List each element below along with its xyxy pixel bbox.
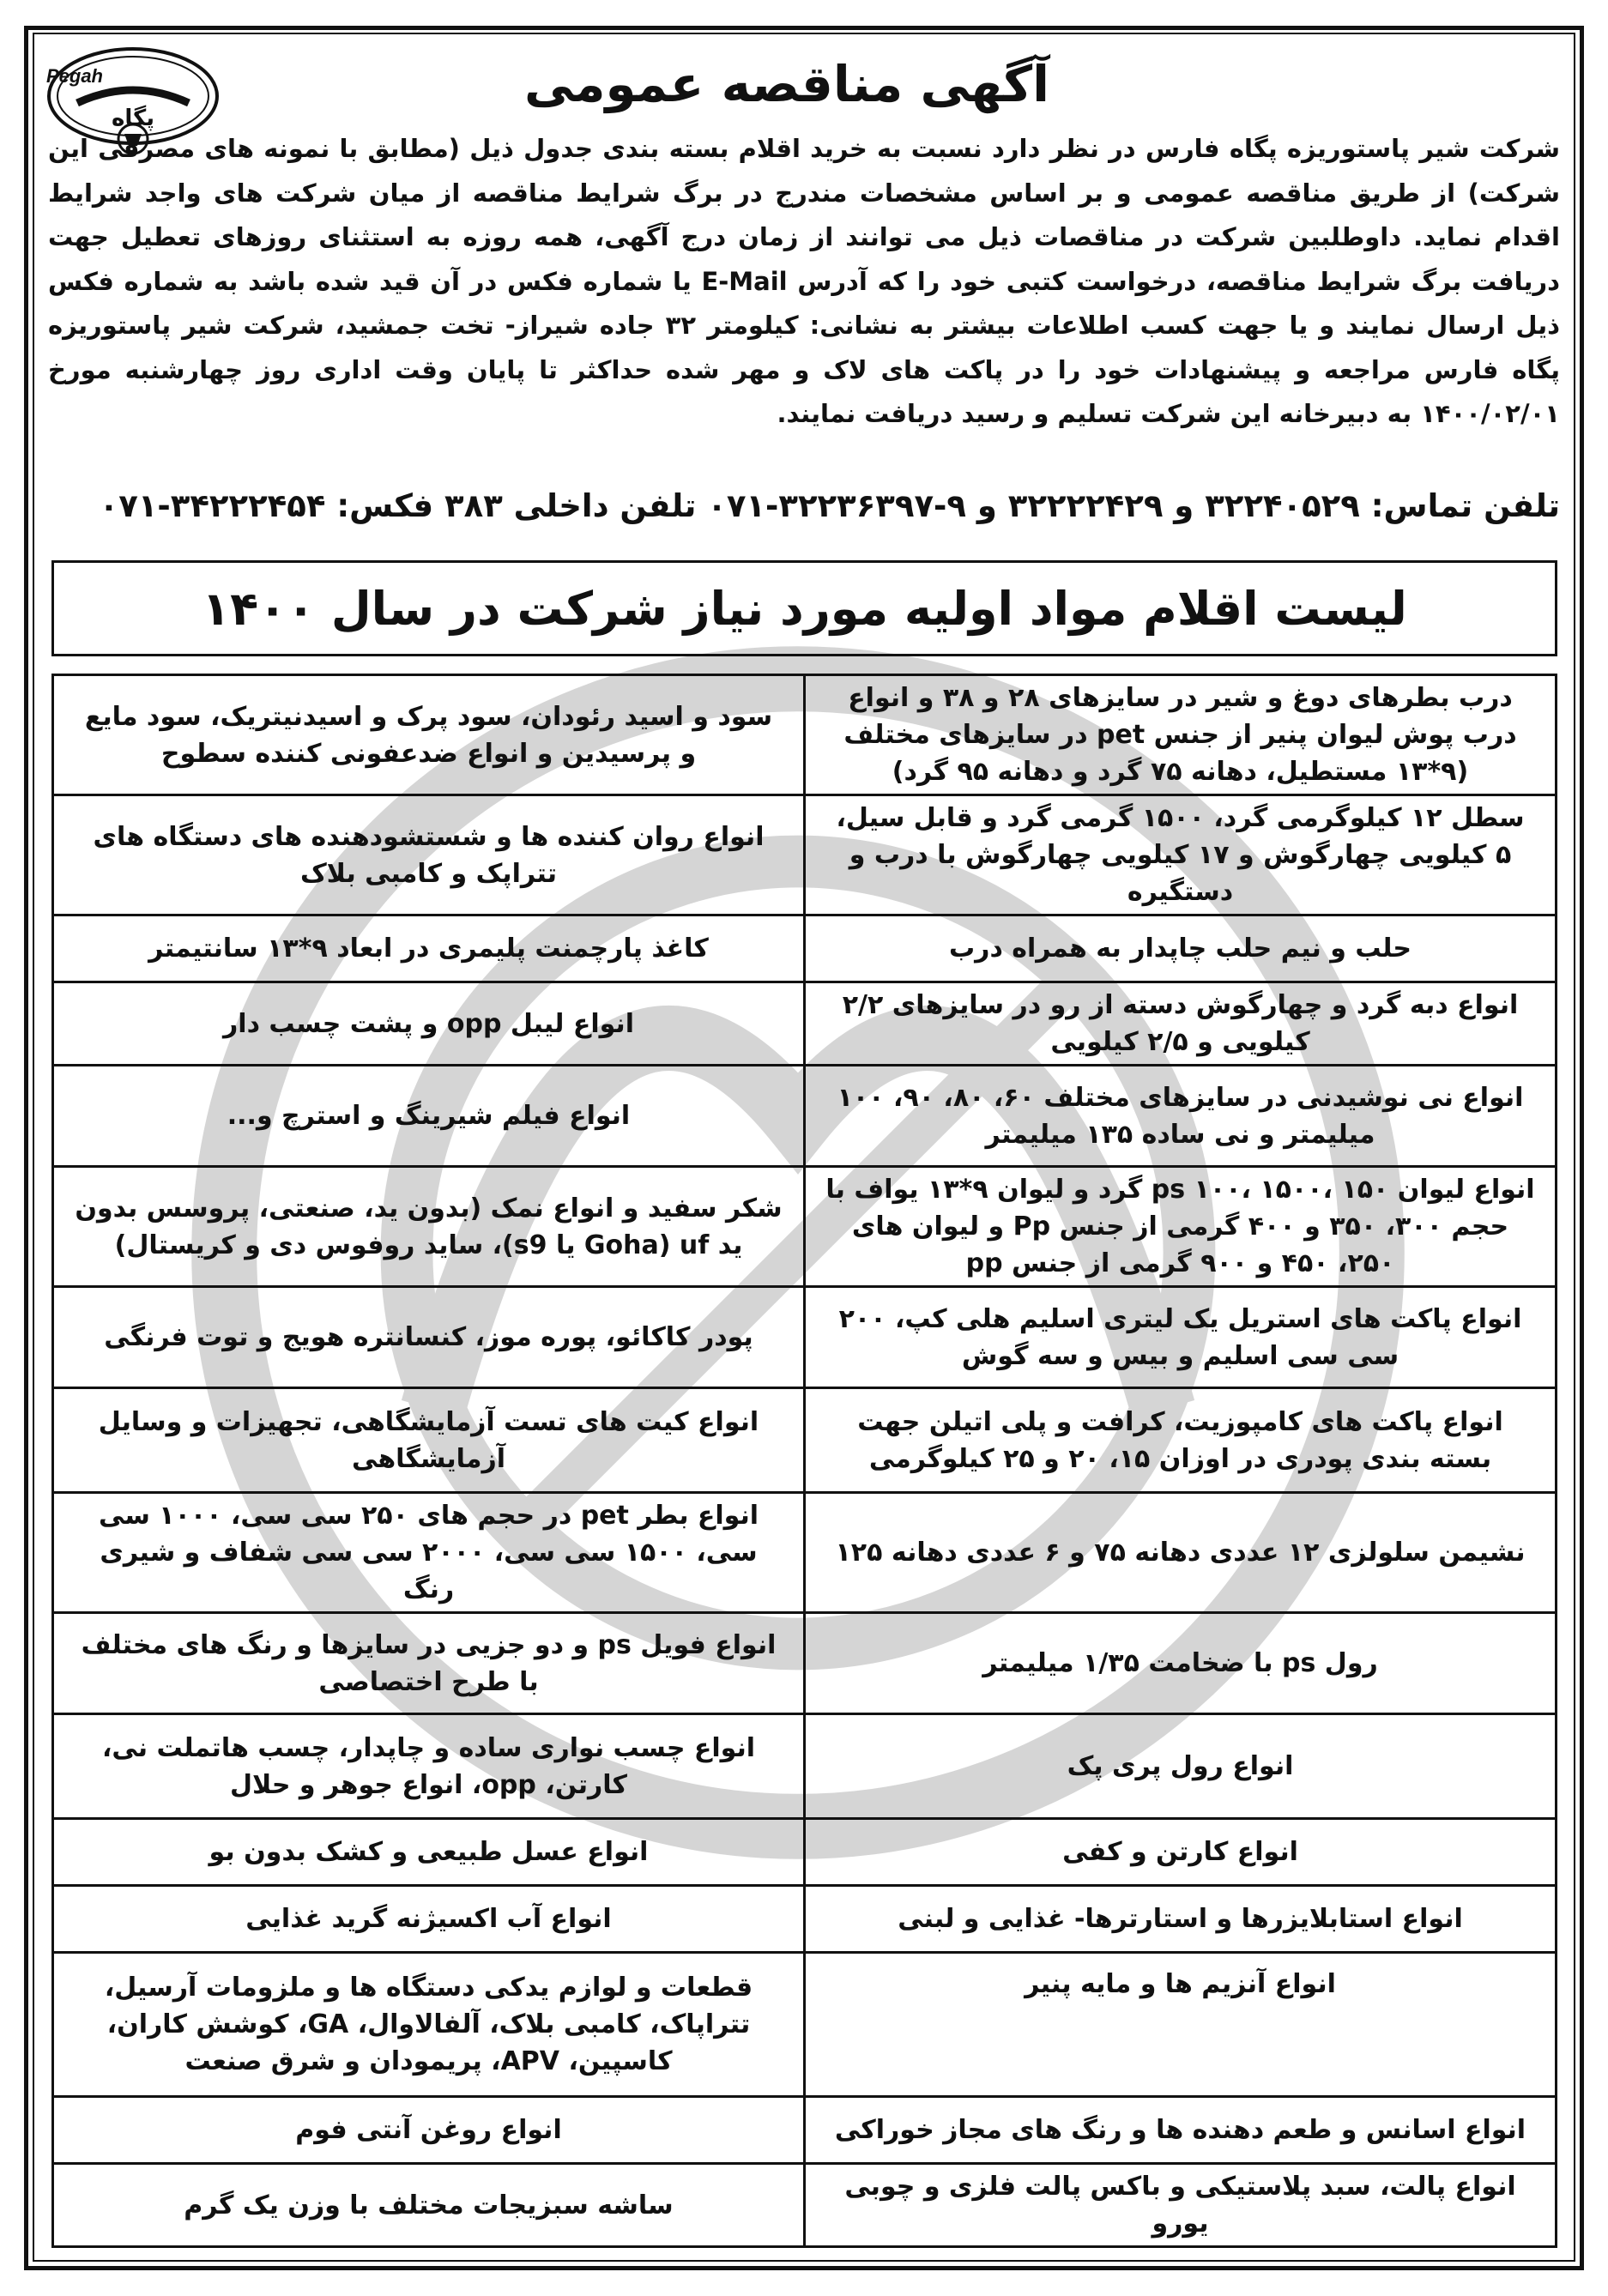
table-cell: انواع آب اکسیژنه گرید غذایی (53, 1886, 805, 1953)
table-cell: کاغذ پارچمنت پلیمری در ابعاد ۹*۱۳ سانتیمتر (53, 915, 805, 982)
table-cell: انواع پاکت های کامپوزیت، کرافت و پلی اتیلن جهت بسته بندی پودری در اوزان ۱۵، ۲۰ و ۲۵ کیلوگرمی (805, 1388, 1557, 1493)
contact-line: تلفن تماس: ۳۲۲۴۰۵۲۹ و ۳۲۲۲۲۴۲۹ و ۹-۳۲۲۳۶۳۹۷-۰۷۱ تلفن داخلی ۳۸۳ فکس: ۳۴۲۲۲۴۵۴-۰۷۱ (99, 487, 1560, 524)
table-cell: انواع استابلایزرها و استارترها- غذایی و لبنی (805, 1886, 1557, 1953)
logo-text-persian: پگاه (112, 106, 154, 131)
table-cell: انواع نی نوشیدنی در سایزهای مختلف ۶۰، ۸۰، ۹۰، ۱۰۰ میلیمتر و نی ساده ۱۳۵ میلیمتر (805, 1066, 1557, 1167)
list-title: لیست اقلام مواد اولیه مورد نیاز شرکت در سال ۱۴۰۰ (202, 581, 1407, 636)
table-cell: انواع آنزیم ها و مایه پنیر (805, 1953, 1557, 2097)
table-row (53, 1167, 1557, 1287)
table-row (53, 795, 1557, 915)
table-row (53, 2164, 1557, 2247)
table-cell: انواع فیلم شیرینگ و استرچ و... (53, 1066, 805, 1167)
table-row (53, 982, 1557, 1066)
table-row (53, 1613, 1557, 1714)
table-cell: انواع پالت، سبد پلاستیکی و باکس پالت فلزی و چوبی یورو (805, 2164, 1557, 2247)
table-cell: انواع عسل طبیعی و کشک بدون بو (53, 1819, 805, 1886)
table-cell: انواع روان کننده ها و شستشودهنده های دستگاه های تتراپک و کامبی بلاک (53, 795, 805, 915)
table-cell: انواع بطر pet در حجم های ۲۵۰ سی سی، ۱۰۰۰ سی سی، ۱۵۰۰ سی سی، ۲۰۰۰ سی سی شفاف و شیری رنگ (53, 1493, 805, 1613)
table-row (53, 1714, 1557, 1819)
table-cell: حلب و نیم حلب چاپدار به همراه درب (805, 915, 1557, 982)
table-cell: سطل ۱۲ کیلوگرمی گرد، ۱۵۰۰ گرمی گرد و قابل سیل، ۵ کیلویی چهارگوش و ۱۷ کیلویی چهارگوش با درب و دستگیره (805, 795, 1557, 915)
logo-text-latin: Pegah (45, 65, 103, 87)
table-cell: انواع پاکت های استریل یک لیتری اسلیم هلی کپ، ۲۰۰ سی سی اسلیم و بیس و سه گوش (805, 1287, 1557, 1388)
table-row (53, 675, 1557, 795)
table-row (53, 1066, 1557, 1167)
table-cell: شکر سفید و انواع نمک (بدون ید، صنعتی، پروسس بدون ید uf (Goha یا s9)، ساید روفوس دی و کریستال) (53, 1167, 805, 1287)
table-cell: انواع چسب نواری ساده و چاپدار، چسب هاتملت نی، کارتن، opp، انواع جوهر و حلال (53, 1714, 805, 1819)
table-row (53, 1819, 1557, 1886)
table-row (53, 1493, 1557, 1613)
page-title: آگهی مناقصه عمومی (523, 55, 1050, 113)
list-title-box (51, 560, 1557, 656)
table-cell: درب بطرهای دوغ و شیر در سایزهای ۲۸ و ۳۸ و انواع درب پوش لیوان پنیر از جنس pet در سایزهای مختلف (۹*۱۳ مستطیل، دهانه ۷۵ گرد و دهانه ۹۵ گرد) (805, 675, 1557, 795)
table-cell: انواع رول پری پک (805, 1714, 1557, 1819)
table-cell: انواع دبه گرد و چهارگوش دسته از رو در سایزهای ۲/۲ کیلویی و ۲/۵ کیلویی (805, 982, 1557, 1066)
table-cell: انواع کارتن و کفی (805, 1819, 1557, 1886)
table-cell: انواع روغن آنتی فوم (53, 2097, 805, 2164)
table-cell: انواع لیوان ps ۱۰۰، ۱۵۰۰، ۱۵۰ گرد و لیوان ۹*۱۳ یواف با حجم ۳۰۰، ۳۵۰ و ۴۰۰ گرمی از جنس Pp و لیوان های ۲۵۰، ۴۵۰ و ۹۰۰ گرمی از جنس pp (805, 1167, 1557, 1287)
table-row (53, 1953, 1557, 2097)
table-cell: سود و اسید رئودان، سود پرک و اسیدنیتریک، سود مایع و پرسیدین و انواع ضدعفونی کننده سطوح (53, 675, 805, 795)
table-cell: نشیمن سلولزی ۱۲ عددی دهانه ۷۵ و ۶ عددی دهانه ۱۲۵ (805, 1493, 1557, 1613)
intro-paragraph: شرکت شیر پاستوریزه پگاه فارس در نظر دارد نسبت به خرید اقلام بسته بندی جدول ذیل (مطابق با نمونه های مصرفی این شرکت) از طریق مناقصه عمومی و بر اساس مشخصات مندرج در برگ شرایط مناقصه از میان شرکت های واجد شرایط اقدام نماید. داوطلبین شرکت در مناقصات ذیل می توانند از زمان درج آگهی، همه روزه به استثنای روزهای تعطیل جهت دریافت برگ شرایط مناقصه، درخواست کتبی خود را که آدرس E-Mail یا شماره فکس در آن قید شده باشد به شماره فکس ذیل ارسال نمایند و یا جهت کسب اطلاعات بیشتر به نشانی: کیلومتر ۳۲ جاده شیراز- تخت جمشید، شرکت شیر پاستوریزه پگاه فارس مراجعه و پیشنهادات خود را در پاکت های لاک و مهر شده حداکثر تا پایان وقت اداری روز چهارشنبه مورخ ۱۴۰۰/۰۲/۰۱ به دبیرخانه این شرکت تسلیم و رسید دریافت نمایند. (48, 134, 1561, 428)
table-cell: انواع فویل ps و دو جزیی در سایزها و رنگ های مختلف با طرح اختصاصی (53, 1613, 805, 1714)
table-cell: انواع اسانس و طعم دهنده ها و رنگ های مجاز خوراکی (805, 2097, 1557, 2164)
table-row (53, 915, 1557, 982)
table-cell: پودر کاکائو، پوره موز، کنسانتره هویج و توت فرنگی (53, 1287, 805, 1388)
table-cell: ساشه سبزیجات مختلف با وزن یک گرم (53, 2164, 805, 2247)
items-table (51, 674, 1557, 2248)
table-cell: قطعات و لوازم یدکی دستگاه ها و ملزومات آرسیل، تتراپاک، کامبی بلاک، آلفالاوال، GA، کوشش کاران، کاسپین، APV، پریمودان و شرق صنعت (53, 1953, 805, 2097)
table-row (53, 2097, 1557, 2164)
table-row (53, 1388, 1557, 1493)
table-cell: انواع کیت های تست آزمایشگاهی، تجهیزات و وسایل آزمایشگاهی (53, 1388, 805, 1493)
table-row (53, 1287, 1557, 1388)
table-row (53, 1886, 1557, 1953)
table-cell: انواع لیبل opp و پشت چسب دار (53, 982, 805, 1066)
table-cell: رول ps با ضخامت ۱/۳۵ میلیمتر (805, 1613, 1557, 1714)
